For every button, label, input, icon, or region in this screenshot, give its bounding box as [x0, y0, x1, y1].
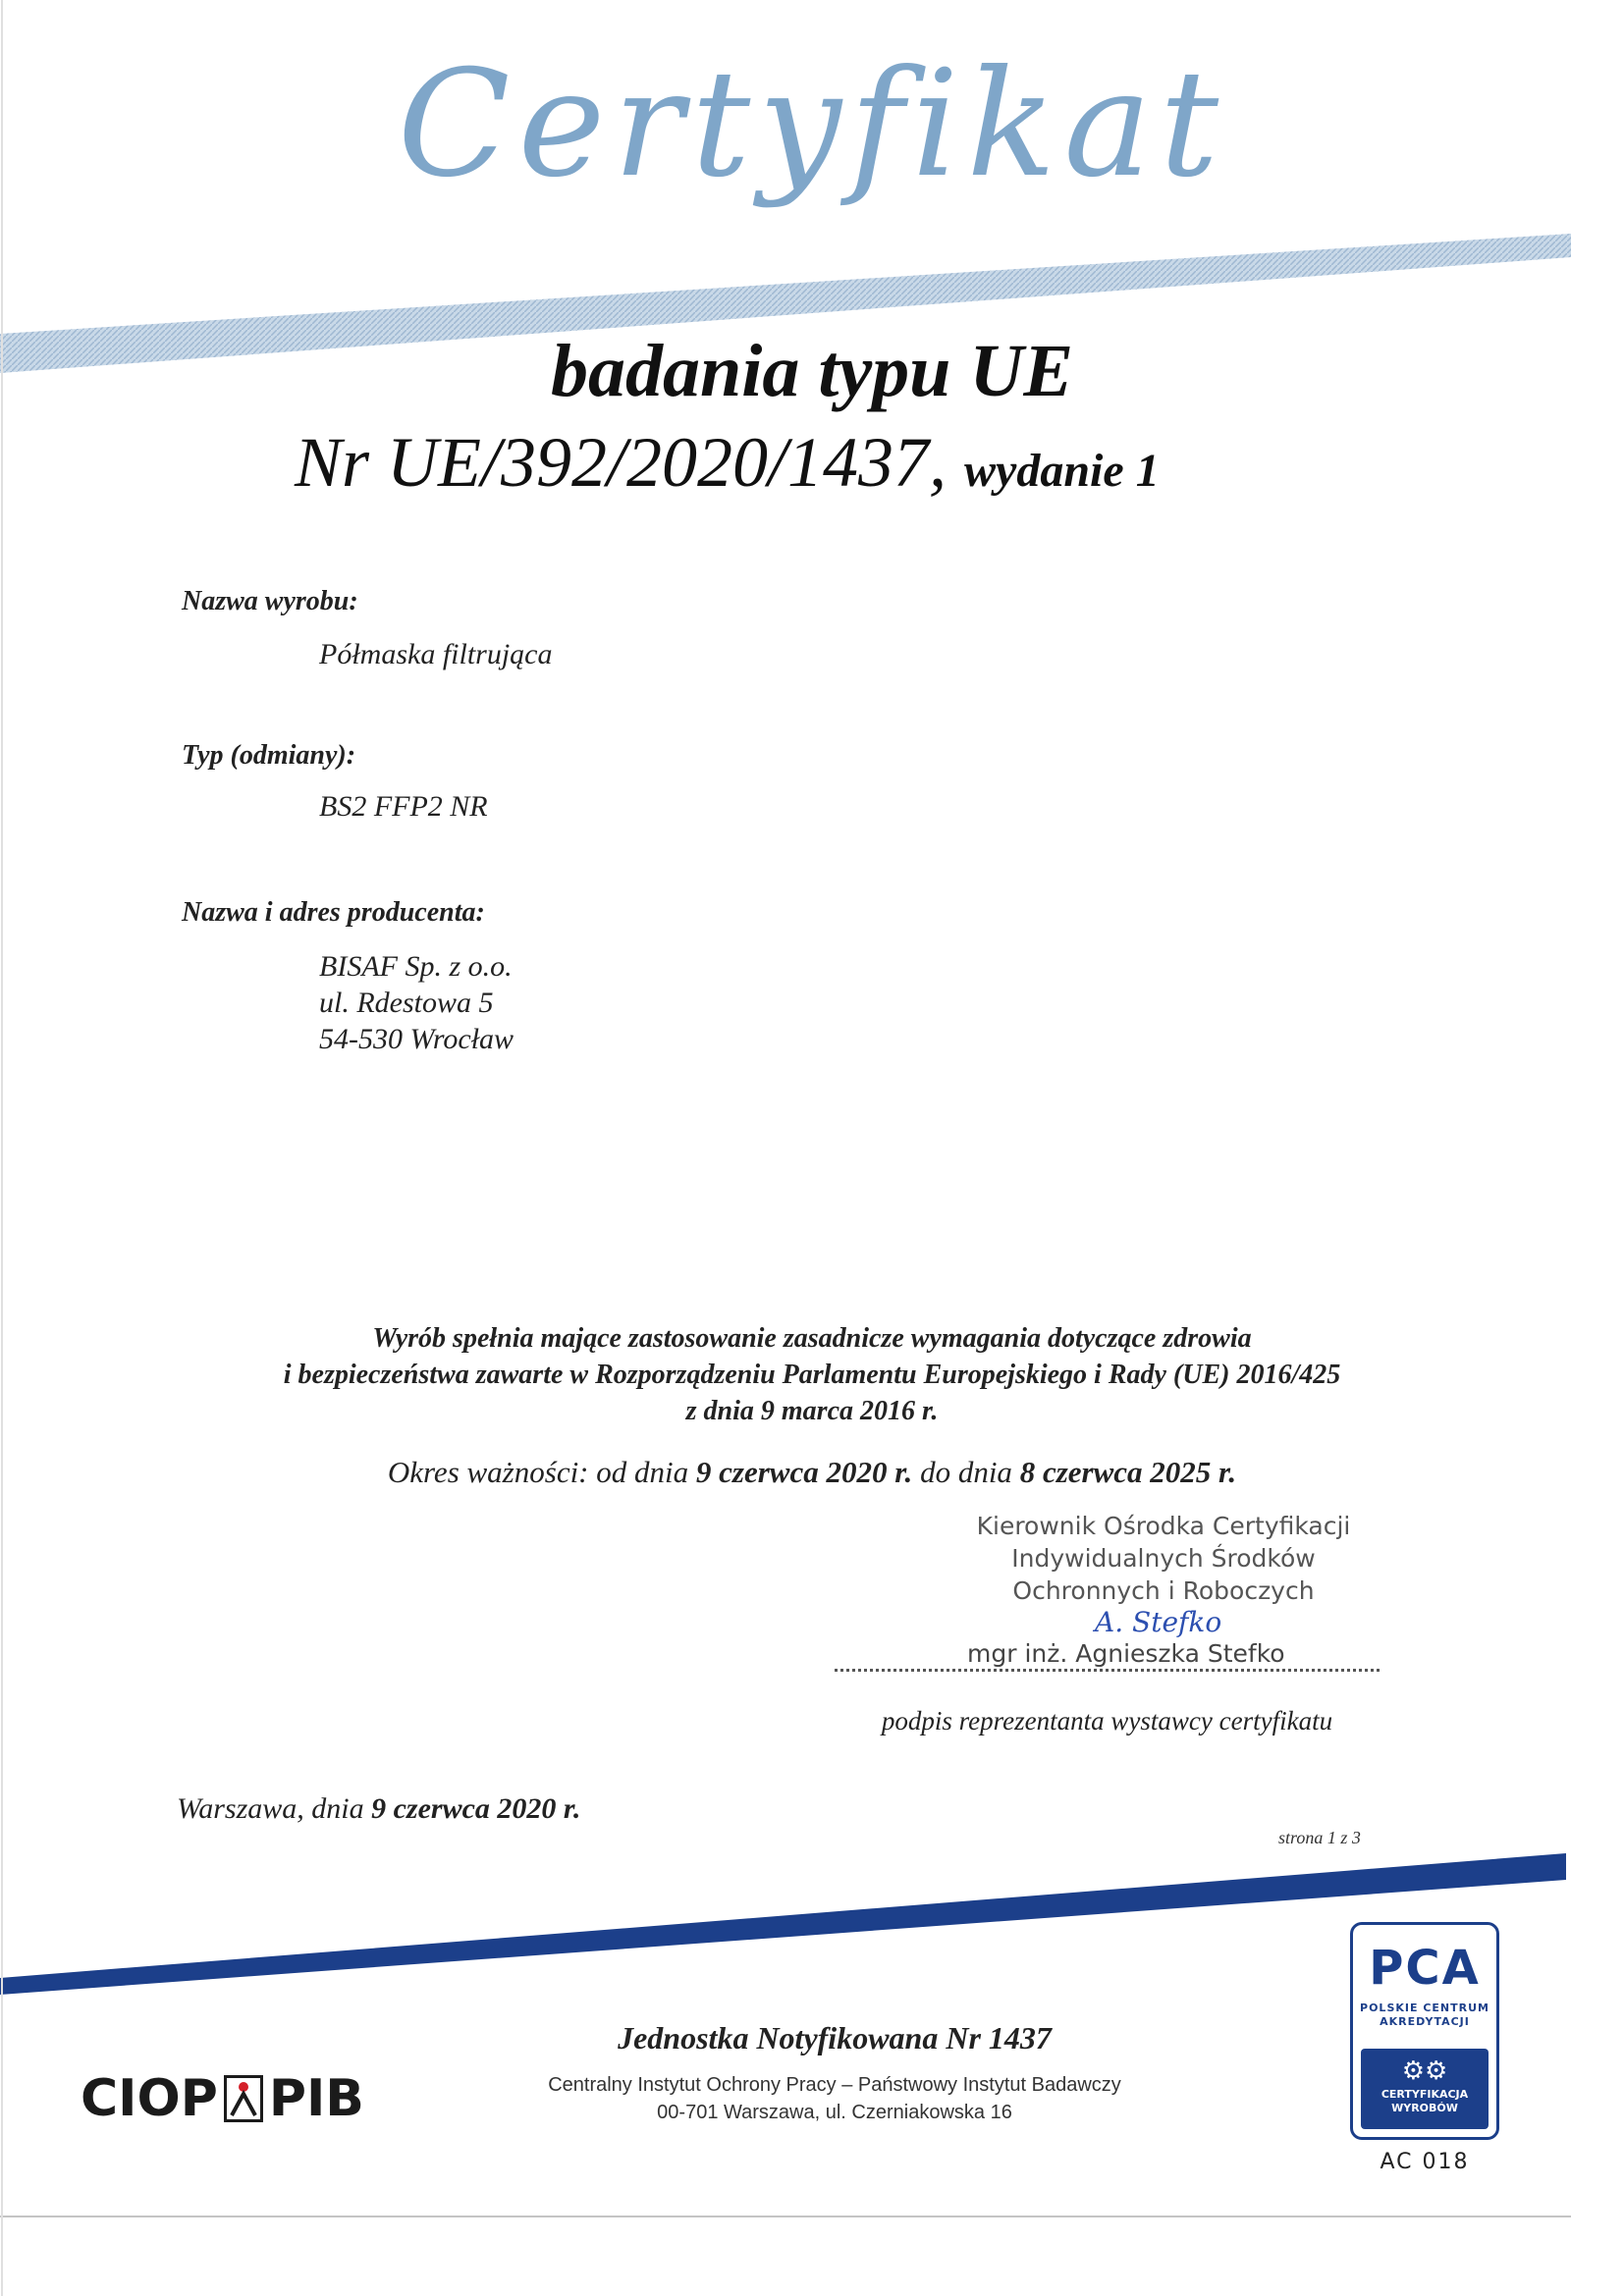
requirements-statement [0, 1320, 1624, 1429]
manufacturer-street: ul. Rdestowa 5 [319, 987, 494, 1019]
issue-place-date [177, 1792, 580, 1826]
institute-street: 00-701 Warszawa, ul. Czerniakowska 16 [657, 2102, 1012, 2123]
validity-period [0, 1455, 1624, 1490]
pca-full-name [1353, 2002, 1496, 2029]
stamp-line: Indywidualnych Środków [1011, 1544, 1316, 1573]
product-name-value: Półmaska filtrująca [319, 638, 553, 670]
pca-certification-box [1361, 2049, 1489, 2129]
institute-name: Centralny Instytut Ochrony Pracy – Państwowy Instytut Badawczy [548, 2074, 1121, 2096]
official-stamp [957, 1510, 1370, 1607]
notified-body: Jednostka Notyfikowana Nr 1437 [618, 2020, 1052, 2056]
pca-accreditation-badge [1350, 1922, 1499, 2140]
issue-date: 9 czerwca 2020 r. [371, 1792, 581, 1825]
manufacturer-city: 54-530 Wrocław [319, 1023, 514, 1055]
certificate-edition: wydanie 1 [964, 445, 1160, 497]
pca-cert-line: CERTYFIKACJA [1380, 2088, 1469, 2101]
validity-to: 8 czerwca 2025 r. [1019, 1455, 1237, 1489]
bottom-band [0, 1853, 1566, 1995]
manufacturer-label: Nazwa i adres producenta: [182, 897, 485, 928]
issue-place: Warszawa, dnia [177, 1792, 364, 1825]
certificate-number-value: Nr UE/392/2020/1437, [295, 423, 947, 502]
certificate-subtitle: badania typu UE [550, 330, 1074, 412]
pca-full-line: AKREDYTACJI [1380, 2015, 1470, 2028]
accreditation-number: AC 018 [1380, 2150, 1470, 2174]
ciop-logo-text: CIOP [81, 2069, 218, 2128]
certificate-number [295, 422, 1160, 504]
handwritten-signature: A. Stefko [1095, 1606, 1222, 1638]
product-type-value: BS2 FFP2 NR [319, 790, 488, 823]
manufacturer-name: BISAF Sp. z o.o. [319, 950, 513, 983]
requirements-line: i bezpieczeństwa zawarte w Rozporządzeniu Parlamentu Europejskiego i Rady (UE) 2016/425 [283, 1360, 1341, 1390]
page-number: strona 1 z 3 [1278, 1828, 1361, 1847]
product-type-label: Typ (odmiany): [182, 740, 356, 771]
requirements-line: z dnia 9 marca 2016 r. [685, 1396, 939, 1426]
manufacturer-address [319, 948, 514, 1057]
stamp-line: Ochronnych i Roboczych [1012, 1576, 1315, 1605]
requirements-line: Wyrób spełnia mające zastosowanie zasadnicze wymagania dotyczące zdrowia [372, 1323, 1252, 1354]
gears-icon: ⚙⚙ [1401, 2056, 1448, 2086]
validity-from: 9 czerwca 2020 r. [695, 1455, 913, 1489]
signature-caption: podpis reprezentanta wystawcy certyfikatu [881, 1706, 1333, 1735]
product-name-label: Nazwa wyrobu: [182, 586, 358, 616]
validity-middle: do dnia [920, 1455, 1012, 1489]
signature-dotted-line [835, 1669, 1380, 1672]
validity-prefix: Okres ważności: od dnia [387, 1455, 689, 1489]
pca-cert-line: WYROBÓW [1391, 2102, 1458, 2114]
stamp-line: Kierownik Ośrodka Certyfikacji [976, 1512, 1351, 1540]
pca-full-line: POLSKIE CENTRUM [1360, 2002, 1489, 2014]
pca-logo: PCA [1369, 1941, 1481, 1996]
pib-logo-text: PIB [268, 2069, 364, 2128]
signatory-name: mgr inż. Agnieszka Stefko [967, 1639, 1285, 1668]
certificate-title: Certyfikat [397, 39, 1227, 210]
